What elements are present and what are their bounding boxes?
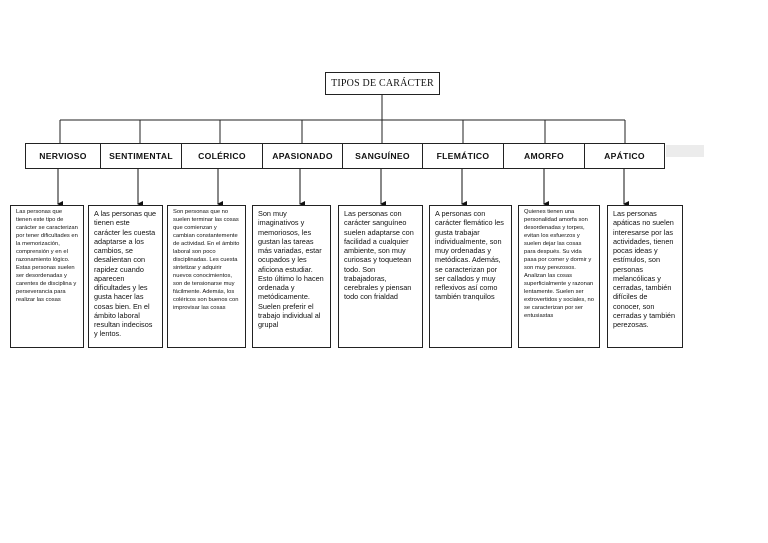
header-label: APASIONADO	[272, 151, 333, 161]
description-sanguineo: Las personas con carácter sanguíneo suelen adaptarse con facilidad a cualquier ambiente, son muy curiosas y toquetean todo. Son trabajadoras, cerebrales y piensan todo con frialdad	[338, 205, 423, 348]
description-amorfo: Quienes tienen una personalidad amorfa son desordenadas y torpes, evitan los esfuerzos y suelen dejar las cosas para después. Su vida pasa por comer y dormir y son muy perezosos. Analizan las cosas superficialmente y razonan lentamente. Suelen ser extrovertidos y sociales, no se caracterizan por ser entusiastas	[518, 205, 600, 348]
header-label: NERVIOSO	[39, 151, 87, 161]
header-amorfo	[504, 143, 585, 169]
description-sentimental: A las personas que tienen este carácter les cuesta adaptarse a los cambios, se desalientan con rapidez cuando aparecen dificultades y les gusta hacer las cosas bien. En el ámbito laboral resultan indecisos y lentos.	[88, 205, 163, 348]
header-label: FLEMÁTICO	[436, 151, 490, 161]
header-label: SANGUÍNEO	[355, 151, 410, 161]
description-apasionado: Son muy imaginativos y memoriosos, les gustan las tareas más variadas, estar ocupados y les aficiona estudiar. Esto último lo hacen ordenada y metódicamente. Suelen preferir el trabajo individual al grupal	[252, 205, 331, 348]
header-apasionado	[263, 143, 343, 169]
blank-cell	[666, 145, 704, 157]
header-label: SENTIMENTAL	[109, 151, 173, 161]
header-apatico	[585, 143, 665, 169]
description-nervioso: Las personas que tienen este tipo de carácter se caracterizan por tener dificultades en la memorización, comprensión y en el razonamiento lógico. Estas personas suelen ser desordenadas y carentes de disciplina y perseverancia para realizar las cosas	[10, 205, 84, 348]
root-title: TIPOS DE CARÁCTER	[331, 78, 434, 89]
header-sanguineo	[343, 143, 423, 169]
header-flematico	[423, 143, 504, 169]
header-colerico	[182, 143, 263, 169]
description-colerico: Son personas que no suelen terminar las cosas que comienzan y cambian constantemente de actividad. En el ámbito laboral son poco disciplinadas. Les cuesta sintetizar y adquirir nuevos conocimientos, son de tensionarse muy fácilmente. Además, los coléricos son buenos con improvisar las cosas	[167, 205, 246, 348]
description-apatico: Las personas apáticas no suelen interesarse por las actividades, tienen pocas ideas y estímulos, son personas melancólicas y cerradas, también difíciles de conocer, son cerradas y también perezosas.	[607, 205, 683, 348]
header-label: APÁTICO	[604, 151, 645, 161]
description-flematico: A personas con carácter flemático les gusta trabajar individualmente, son muy ordenadas y metódicas. Además, se caracterizan por ser callados y muy reflexivos así como también tranquilos	[429, 205, 512, 348]
header-label: AMORFO	[524, 151, 564, 161]
header-nervioso	[25, 143, 101, 169]
root-title-box	[325, 72, 440, 95]
header-label: COLÉRICO	[198, 151, 246, 161]
header-sentimental	[101, 143, 182, 169]
